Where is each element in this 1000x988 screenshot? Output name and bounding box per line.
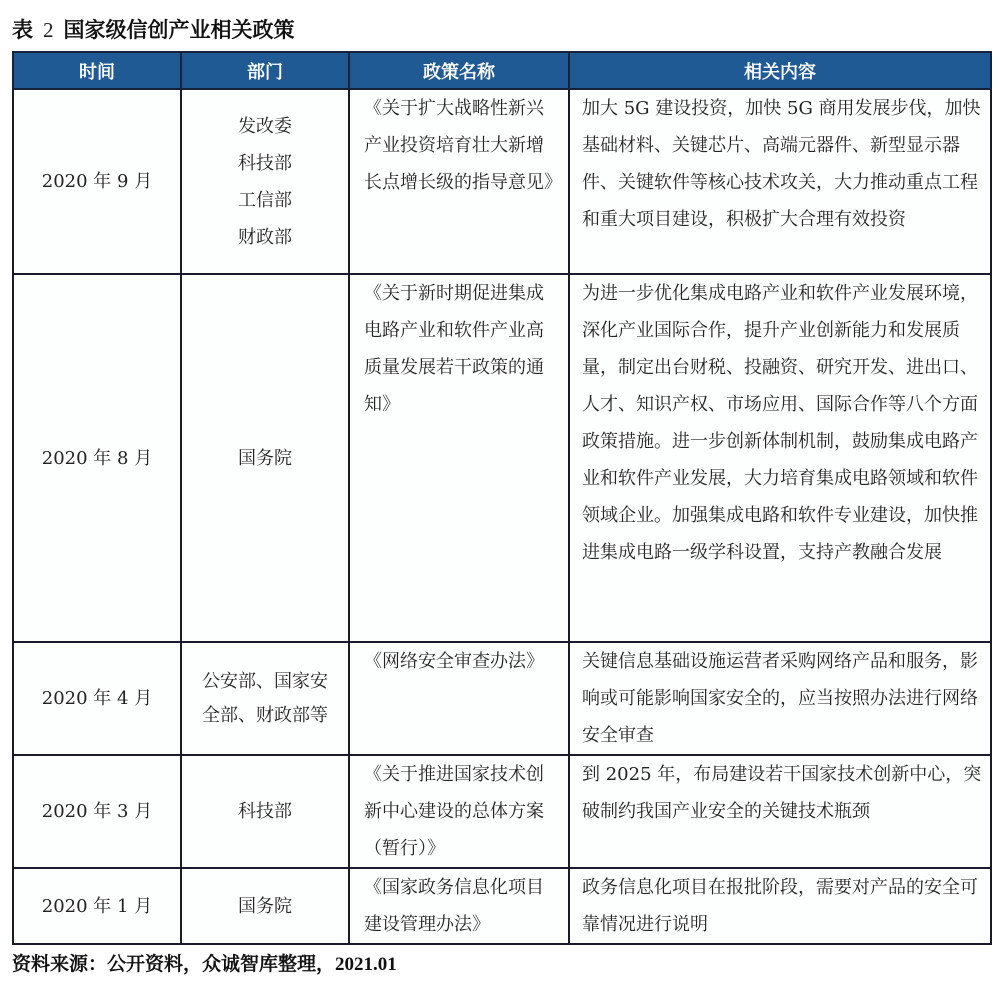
cell-time: 2020 年 8 月 (13, 274, 181, 642)
cell-content: 政务信息化项目在报批阶段，需要对产品的安全可靠情况进行说明 (569, 868, 991, 944)
department-name: 工信部 (238, 189, 292, 211)
table-row (13, 642, 991, 755)
cell-department (181, 89, 349, 274)
caption-title: 国家级信创产业相关政策 (63, 18, 295, 42)
cell-policy-name: 《国家政务信息化项目建设管理办法》 (349, 868, 569, 944)
department-name: 财政部 (238, 226, 292, 248)
cell-policy-name: 《关于扩大战略性新兴产业投资培育壮大新增长点增长级的指导意见》 (349, 89, 569, 274)
cell-time: 2020 年 9 月 (13, 89, 181, 274)
header-policy-name: 政策名称 (349, 52, 569, 89)
table-caption (12, 16, 295, 44)
department-name: 公安部、国家安 (202, 670, 328, 692)
source-label: 资料来源：公开资料，众诚智库整理， (12, 953, 336, 975)
department-name: 国务院 (238, 895, 292, 917)
department-name: 科技部 (238, 152, 292, 174)
table-header-row (13, 52, 991, 89)
table-row (13, 868, 991, 944)
cell-time: 2020 年 3 月 (13, 755, 181, 868)
source-date: 2021.01 (335, 954, 397, 975)
cell-content: 为进一步优化集成电路产业和软件产业发展环境，深化产业国际合作，提升产业创新能力和发展质量，制定出台财税、投融资、研究开发、进出口、人才、知识产权、市场应用、国际合作等八个方面政策措施。进一步创新体制机制，鼓励集成电路产业和软件产业发展，大力培育集成电路领域和软件领域企业。加强集成电路和软件专业建设，加快推进集成电路一级学科设置，支持产教融合发展 (569, 274, 991, 642)
cell-content: 到 2025 年，布局建设若干国家技术创新中心，突破制约我国产业安全的关键技术瓶颈 (569, 755, 991, 868)
header-time: 时间 (13, 52, 181, 89)
cell-department (181, 274, 349, 642)
cell-time: 2020 年 1 月 (13, 868, 181, 944)
caption-number: 2 (43, 18, 54, 42)
cell-policy-name: 《关于新时期促进集成电路产业和软件产业高质量发展若干政策的通知》 (349, 274, 569, 642)
cell-time: 2020 年 4 月 (13, 642, 181, 755)
department-name: 科技部 (238, 801, 292, 822)
cell-department (181, 868, 349, 944)
cell-content: 加大 5G 建设投资，加快 5G 商用发展步伐，加快基础材料、关键芯片、高端元器件、新型显示器件、关键软件等核心技术攻关，大力推动重点工程和重大项目建设，积极扩大合理有效投资 (569, 89, 991, 274)
table-row (13, 274, 991, 642)
cell-department (181, 755, 349, 868)
policy-table (12, 51, 992, 945)
caption-prefix: 表 (12, 18, 33, 42)
cell-policy-name: 《关于推进国家技术创新中心建设的总体方案（暂行）》 (349, 755, 569, 868)
cell-content: 关键信息基础设施运营者采购网络产品和服务，影响或可能影响国家安全的，应当按照办法进行网络安全审查 (569, 642, 991, 755)
department-name: 国务院 (238, 447, 292, 469)
table-row (13, 89, 991, 274)
header-department: 部门 (181, 52, 349, 89)
header-content: 相关内容 (569, 52, 991, 89)
cell-policy-name: 《网络安全审查办法》 (349, 642, 569, 755)
table-row (13, 755, 991, 868)
department-name: 发改委 (238, 115, 292, 137)
source-note (12, 950, 397, 979)
cell-department (181, 642, 349, 755)
department-name: 全部、财政部等 (202, 704, 328, 726)
